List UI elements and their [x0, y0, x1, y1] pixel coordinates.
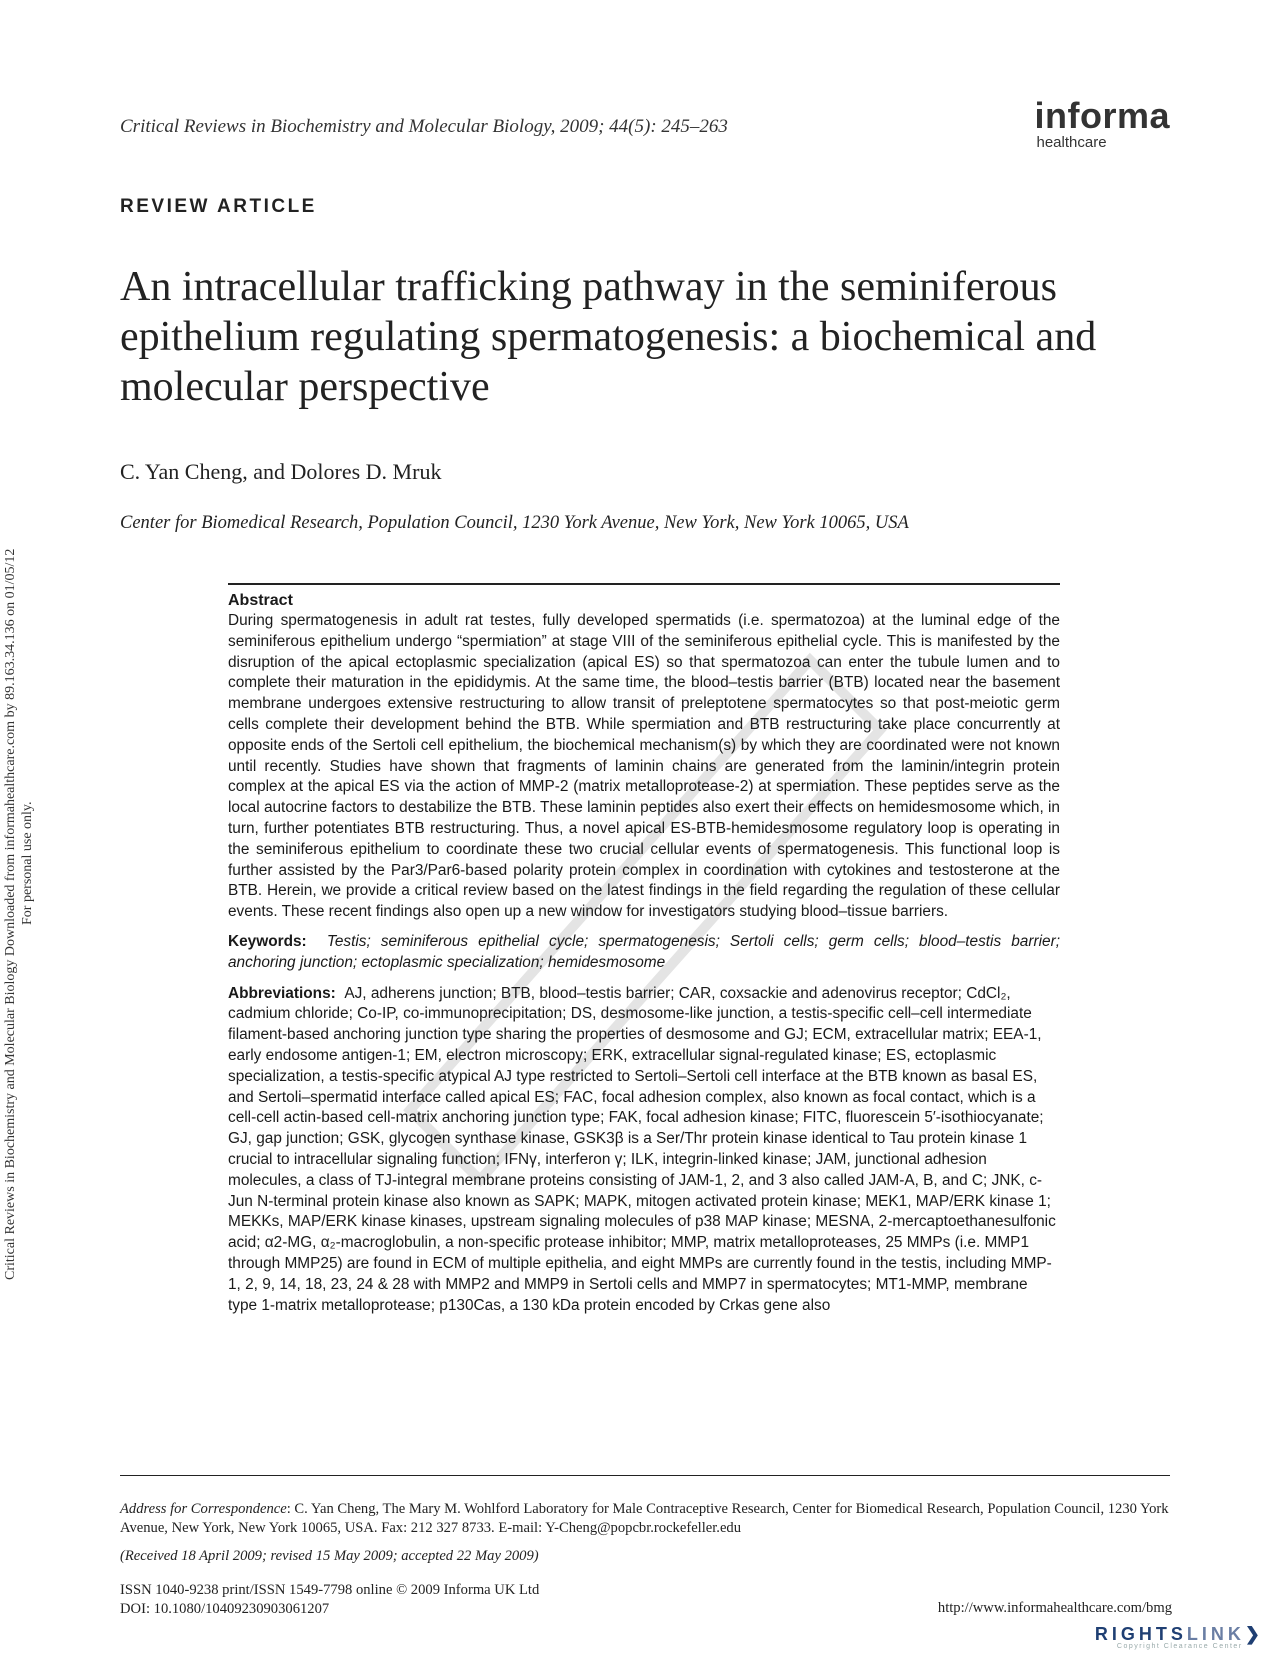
journal-citation: Critical Reviews in Biochemistry and Molecular Biology, 2009; 44(5): 245–263: [120, 116, 728, 137]
rightslink-sub: Copyright Clearance Center: [1116, 1643, 1243, 1650]
correspondence-text: : C. Yan Cheng, The Mary M. Wohlford Laboratory for Male Contraceptive Research, Center for Biomedical Research, Population Council, 1230 York Avenue, New York, New York 10065, USA. Fax: 212 327 8733. E-mail: Y-Cheng@popcbr.rockefeller.edu: [120, 1501, 1169, 1536]
correspondence: [120, 1500, 1170, 1538]
publication-info: [120, 1581, 539, 1619]
abbreviations-text: AJ, adherens junction; BTB, blood–testis barrier; CAR, coxsackie and adenovirus receptor; CdCl₂, cadmium chloride; Co-IP, co-immunoprecipitation; DS, desmosome-like junction, a testis-specific cell–cell intermediate filament-based anchoring junction type sharing the properties of desmosome and GJ; ECM, extracellular matrix; EEA-1, early endosome antigen-1; EM, electron microscopy; ERK, extracellular signal-regulated kinase; ES, ectoplasmic specialization, a testis-specific atypical AJ type restricted to Sertoli–Sertoli cell interface at the BTB known as basal ES, and Sertoli–spermatid interface called apical ES; FAC, focal adhesion complex, also known as focal contact, which is a cell-cell actin-based cell-matrix anchoring junction type; FAK, focal adhesion kinase; FITC, fluorescein 5′-isothiocyanate; GJ, gap junction; GSK, glycogen synthase kinase, GSK3β is a Ser/Thr protein kinase identical to Tau protein kinase 1 crucial to intracellular signaling function; IFNγ, interferon γ; ILK, integrin-linked kinase; JAM, junctional adhesion molecules, a class of TJ-integral membrane proteins consisting of JAM-1, 2, and 3 also called JAM-A, B, and C; JNK, c-Jun N-terminal protein kinase also known as SAPK; MAPK, mitogen activated protein kinase; MEK1, MAP/ERK kinase 1; MEKKs, MAP/ERK kinase kinases, upstream signaling molecules of p38 MAP kinase; MESNA, 2-mercaptoethanesulfonic acid; α2-MG, α₂-macroglobulin, a non-specific protease inhibitor; MMP, matrix metalloproteases, 25 MMPs (i.e. MMP1 through MMP25) are found in ECM of multiple epithelia, and eight MMPs are currently found in the testis, including MMP-1, 2, 9, 14, 18, 23, 24 & 28 with MMP2 and MMP9 in Sertoli cells and MMP7 in spermatocytes; MT1-MMP, membrane type 1-matrix metalloprotease; p130Cas, a 130 kDa protein encoded by Crkas gene also: [228, 984, 1056, 1314]
received-dates: (Received 18 April 2009; revised 15 May 2009; accepted 22 May 2009): [120, 1548, 539, 1564]
publisher-logo-sub: healthcare: [1036, 134, 1107, 151]
keywords-label: Keywords:: [228, 932, 307, 950]
article-title: An intracellular trafficking pathway in the seminiferous epithelium regulating spermatogenesis: a biochemical and molecular perspective: [120, 264, 1097, 410]
journal-url[interactable]: http://www.informahealthcare.com/bmg: [937, 1600, 1172, 1616]
rightslink-logo-text: [1095, 1624, 1264, 1645]
publisher-logo: [1034, 95, 1170, 151]
keywords-text: Testis; seminiferous epithelial cycle; spermatogenesis; Sertoli cells; germ cells; blood–testis barrier; anchoring junction; ectoplasmic specialization; hemidesmosome: [228, 932, 1060, 971]
affiliation: Center for Biomedical Research, Population Council, 1230 York Avenue, New York, New York 10065, USA: [120, 513, 909, 533]
correspondence-label: Address for Correspondence: [120, 1501, 287, 1517]
abbreviations-label: Abbreviations:: [228, 984, 336, 1002]
abbreviations: [228, 984, 1060, 1317]
download-note: [2, 549, 36, 1280]
publisher-logo-main: informa: [1034, 95, 1170, 136]
article-type: REVIEW ARTICLE: [120, 196, 317, 217]
download-note-line1: Critical Reviews in Biochemistry and Molecular Biology Downloaded from informahealthcare.com by 89.163.34.136 on 01/05/12: [3, 548, 18, 1280]
download-note-line2: For personal use only.: [20, 801, 35, 925]
doi[interactable]: DOI: 10.1080/10409230903061207: [120, 1601, 330, 1617]
abstract-heading: Abstract: [228, 592, 293, 609]
rightslink-logo[interactable]: [1095, 1624, 1264, 1650]
abstract-section: [228, 591, 1060, 1316]
abstract-text: During spermatogenesis in adult rat testes, fully developed spermatids (i.e. spermatozoa) at the luminal edge of the seminiferous epithelium undergo “spermiation” at stage VIII of the seminiferous epithelial cycle. This is manifested by the disruption of the apical ectoplasmic specialization (apical ES) so that spermatozoa can enter the tubule lumen and to complete their maturation in the epididymis. At the same time, the blood–testis barrier (BTB) located near the basement membrane undergoes extensive restructuring to allow transit of preleptotene spermatocytes so that post-meiotic germ cells complete their development behind the BTB. While spermiation and BTB restructuring take place concurrently at opposite ends of the Sertoli cell epithelium, the biochemical mechanism(s) by which they are coordinated were not known until recently. Studies have shown that fragments of laminin chains are generated from the laminin/integrin protein complex at the apical ES via the action of MMP-2 (matrix metalloprotease-2) at spermiation. These peptides serve as the local autocrine factors to destabilize the BTB. These laminin peptides also exert their effects on hemidesmosome which, in turn, further potentiates BTB restructuring. Thus, a novel apical ES-BTB-hemidesmosome regulatory loop is operating in the seminiferous epithelium to coordinate these two crucial cellular events of spermatogenesis. This functional loop is further assisted by the Par3/Par6-based polarity protein complex in coordination with cytokines and testosterone at the BTB. Herein, we provide a critical review based on the latest findings in the field regarding the regulation of these cellular events. These recent findings also open up a new window for investigators studying blood–tissue barriers.: [228, 612, 1060, 921]
footer-rule: [120, 1475, 1170, 1476]
issn: ISSN 1040-9238 print/ISSN 1549-7798 online © 2009 Informa UK Ltd: [120, 1582, 540, 1598]
chevron-right-icon: ❯: [1244, 1624, 1264, 1644]
keywords: [228, 932, 1060, 974]
rightslink-main-a: RIGHTS: [1094, 1624, 1187, 1644]
authors: C. Yan Cheng, and Dolores D. Mruk: [120, 459, 442, 484]
rightslink-main-b: LINK: [1186, 1624, 1245, 1644]
abstract-top-rule: [228, 583, 1060, 585]
